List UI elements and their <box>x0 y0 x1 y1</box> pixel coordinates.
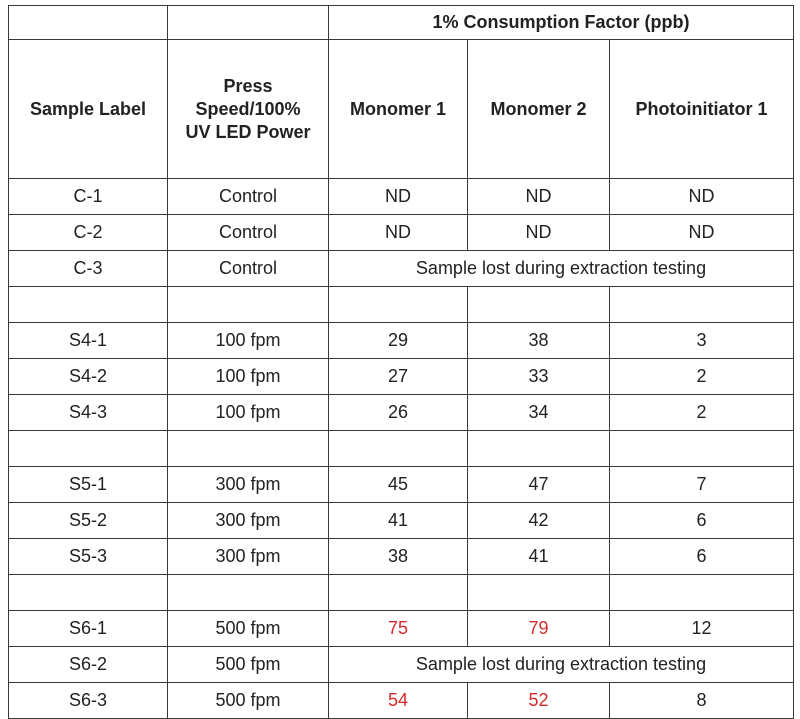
sample-label-cell: S6-3 <box>9 683 168 719</box>
monomer-1-cell: ND <box>329 179 468 215</box>
group-header-row <box>9 6 794 40</box>
sample-lost-note: Sample lost during extraction testing <box>329 251 794 287</box>
sample-label-cell: S5-2 <box>9 503 168 539</box>
press-speed-cell: 500 fpm <box>168 611 329 647</box>
table-row <box>9 503 794 539</box>
monomer-2-cell: 33 <box>468 359 610 395</box>
press-speed-cell: 100 fpm <box>168 359 329 395</box>
monomer-1-cell: 75 <box>329 611 468 647</box>
sample-label-cell: C-3 <box>9 251 168 287</box>
monomer-1-cell: 27 <box>329 359 468 395</box>
table-row <box>9 359 794 395</box>
table-row <box>9 467 794 503</box>
press-speed-cell: Control <box>168 215 329 251</box>
monomer-2-cell: 47 <box>468 467 610 503</box>
table-row <box>9 323 794 359</box>
monomer-1-cell: ND <box>329 215 468 251</box>
press-speed-cell: 500 fpm <box>168 683 329 719</box>
press-speed-cell: Control <box>168 251 329 287</box>
sample-label-cell <box>9 575 168 611</box>
sample-label-cell: S5-1 <box>9 467 168 503</box>
sample-label-cell: S4-3 <box>9 395 168 431</box>
photoinitiator-1-cell <box>610 431 794 467</box>
press-speed-cell: 100 fpm <box>168 323 329 359</box>
sample-label-header: Sample Label <box>9 40 168 179</box>
press-speed-cell <box>168 431 329 467</box>
monomer-2-cell: 38 <box>468 323 610 359</box>
consumption-factor-table <box>8 5 794 719</box>
press-speed-cell: 500 fpm <box>168 647 329 683</box>
photoinitiator-1-cell: 2 <box>610 359 794 395</box>
table-row <box>9 683 794 719</box>
table-row <box>9 215 794 251</box>
monomer-1-cell <box>329 431 468 467</box>
monomer-2-cell: 79 <box>468 611 610 647</box>
monomer-2-cell: 52 <box>468 683 610 719</box>
monomer-1-cell: 29 <box>329 323 468 359</box>
sample-lost-note: Sample lost during extraction testing <box>329 647 794 683</box>
monomer-2-cell <box>468 287 610 323</box>
column-header-row <box>9 40 794 179</box>
table-body <box>9 179 794 719</box>
monomer-2-cell <box>468 575 610 611</box>
press-speed-cell: 300 fpm <box>168 539 329 575</box>
monomer-2-cell: 41 <box>468 539 610 575</box>
photoinitiator-1-cell <box>610 287 794 323</box>
photoinitiator-1-cell: 8 <box>610 683 794 719</box>
monomer-1-cell: 41 <box>329 503 468 539</box>
monomer-1-cell <box>329 575 468 611</box>
blank-header-cell <box>9 6 168 40</box>
press-speed-cell: 300 fpm <box>168 503 329 539</box>
monomer-1-cell: 54 <box>329 683 468 719</box>
monomer-1-cell: 45 <box>329 467 468 503</box>
press-speed-cell: Control <box>168 179 329 215</box>
photoinitiator-1-cell: 12 <box>610 611 794 647</box>
blank-header-cell <box>168 6 329 40</box>
sample-label-cell: S6-1 <box>9 611 168 647</box>
sample-label-cell: S4-2 <box>9 359 168 395</box>
monomer-2-cell: 34 <box>468 395 610 431</box>
sample-label-cell <box>9 431 168 467</box>
photoinitiator-1-cell: 6 <box>610 503 794 539</box>
sample-label-cell: S6-2 <box>9 647 168 683</box>
monomer-1-header: Monomer 1 <box>329 40 468 179</box>
sample-label-cell <box>9 287 168 323</box>
sample-label-cell: C-1 <box>9 179 168 215</box>
monomer-1-cell: 26 <box>329 395 468 431</box>
photoinitiator-1-cell: 3 <box>610 323 794 359</box>
table-row <box>9 539 794 575</box>
sample-label-cell: C-2 <box>9 215 168 251</box>
photoinitiator-1-cell: ND <box>610 215 794 251</box>
table-row <box>9 611 794 647</box>
press-speed-cell <box>168 287 329 323</box>
monomer-1-cell: 38 <box>329 539 468 575</box>
group-header: 1% Consumption Factor (ppb) <box>329 6 794 40</box>
photoinitiator-1-cell: 7 <box>610 467 794 503</box>
photoinitiator-1-cell: 6 <box>610 539 794 575</box>
table-row <box>9 575 794 611</box>
monomer-2-cell: ND <box>468 215 610 251</box>
monomer-1-cell <box>329 287 468 323</box>
press-speed-header: Press Speed/100% UV LED Power <box>168 40 329 179</box>
sample-label-cell: S4-1 <box>9 323 168 359</box>
monomer-2-cell: ND <box>468 179 610 215</box>
table-row <box>9 431 794 467</box>
sample-label-cell: S5-3 <box>9 539 168 575</box>
table-row <box>9 179 794 215</box>
photoinitiator-1-header: Photoinitiator 1 <box>610 40 794 179</box>
table-row <box>9 395 794 431</box>
press-speed-cell: 300 fpm <box>168 467 329 503</box>
monomer-2-header: Monomer 2 <box>468 40 610 179</box>
photoinitiator-1-cell <box>610 575 794 611</box>
monomer-2-cell: 42 <box>468 503 610 539</box>
table-row <box>9 287 794 323</box>
photoinitiator-1-cell: ND <box>610 179 794 215</box>
table-row <box>9 251 794 287</box>
press-speed-cell: 100 fpm <box>168 395 329 431</box>
table-row <box>9 647 794 683</box>
press-speed-cell <box>168 575 329 611</box>
monomer-2-cell <box>468 431 610 467</box>
photoinitiator-1-cell: 2 <box>610 395 794 431</box>
